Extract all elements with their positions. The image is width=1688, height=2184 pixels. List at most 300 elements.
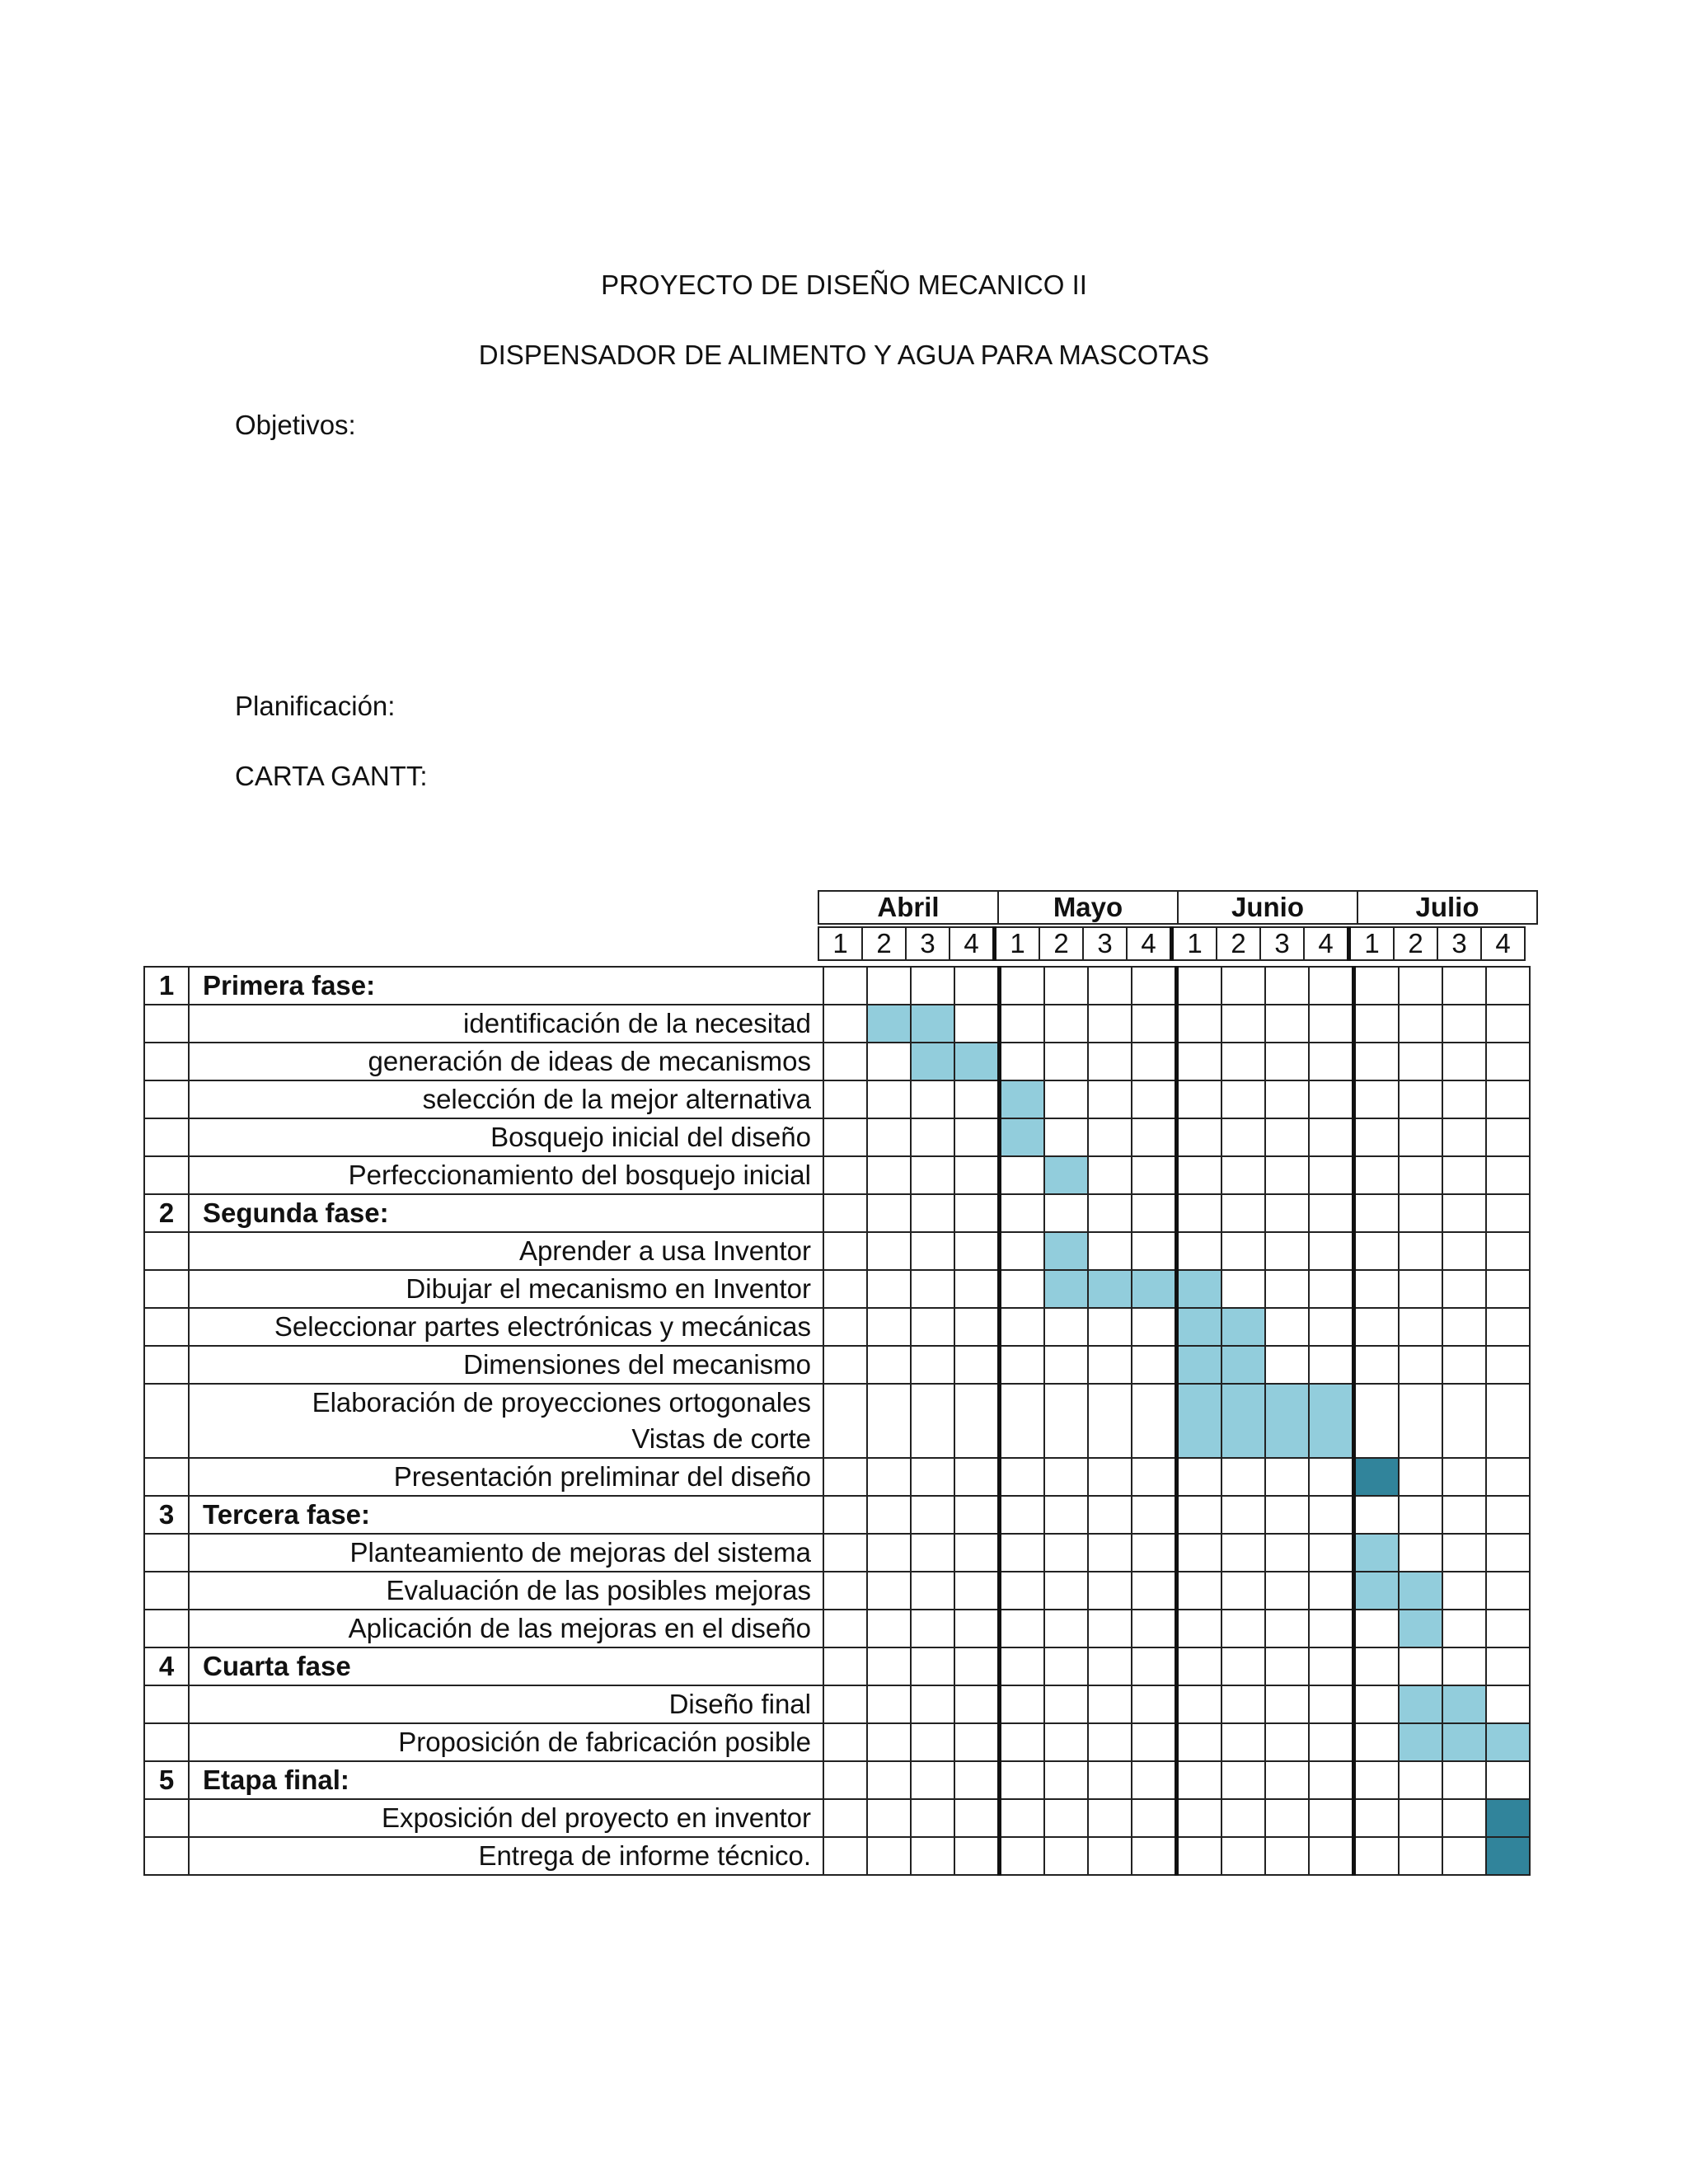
gantt-cell: [1221, 1837, 1265, 1875]
task-label: Seleccionar partes electrónicas y mecánicas: [189, 1308, 823, 1346]
phase-number: [144, 1080, 189, 1118]
gantt-cell: [1177, 1080, 1222, 1118]
gantt-cell: [1399, 1384, 1442, 1458]
gantt-cell: [1000, 1156, 1045, 1194]
gantt-cell: [911, 1572, 954, 1610]
gantt-cell: [1399, 1534, 1442, 1572]
month-header-junio: Junio: [1178, 891, 1357, 924]
gantt-cell: [1442, 1647, 1486, 1685]
gantt-cell: [1399, 1232, 1442, 1270]
gantt-cell: [1442, 1308, 1486, 1346]
gantt-cell: [1442, 1837, 1486, 1875]
phase-label: Segunda fase:: [189, 1194, 823, 1232]
gantt-cell: [1354, 1346, 1400, 1384]
gantt-cell: [1265, 1308, 1309, 1346]
gantt-cell: [867, 1270, 911, 1308]
gantt-bar: [1044, 1270, 1088, 1308]
phase-number: [144, 1799, 189, 1837]
gantt-cell: [867, 1837, 911, 1875]
gantt-cell: [1265, 1194, 1309, 1232]
gantt-cell: [1044, 1346, 1088, 1384]
gantt-cell: [823, 1685, 867, 1723]
week-header: 1: [818, 927, 862, 960]
gantt-cell: [1442, 1194, 1486, 1232]
gantt-cell: [1399, 1837, 1442, 1875]
gantt-cell: [911, 967, 954, 1005]
gantt-cell: [1486, 1346, 1530, 1384]
gantt-cell: [1399, 1496, 1442, 1534]
week-header: 1: [995, 927, 1040, 960]
gantt-cell: [954, 1458, 1000, 1496]
gantt-cell: [1442, 1458, 1486, 1496]
gantt-cell: [1044, 1458, 1088, 1496]
gantt-cell: [1000, 1837, 1045, 1875]
gantt-cell: [823, 1610, 867, 1647]
gantt-cell: [1486, 1156, 1530, 1194]
gantt-cell: [1221, 967, 1265, 1005]
gantt-cell: [1486, 1270, 1530, 1308]
phase-number: 5: [144, 1761, 189, 1799]
gantt-cell: [911, 1156, 954, 1194]
gantt-cell: [1088, 1572, 1132, 1610]
gantt-cell: [1177, 1685, 1222, 1723]
task-label: Proposición de fabricación posible: [189, 1723, 823, 1761]
gantt-bar: [1177, 1308, 1222, 1346]
task-row: [144, 1080, 1530, 1118]
gantt-cell: [1399, 1346, 1442, 1384]
task-label: Planteamiento de mejoras del sistema: [189, 1534, 823, 1572]
gantt-cell: [823, 1308, 867, 1346]
gantt-cell: [1442, 1232, 1486, 1270]
gantt-cell: [1486, 1458, 1530, 1496]
gantt-cell: [1265, 1232, 1309, 1270]
gantt-cell: [954, 1685, 1000, 1723]
gantt-cell: [1044, 1194, 1088, 1232]
gantt-cell: [1177, 967, 1222, 1005]
gantt-cell: [1044, 1647, 1088, 1685]
gantt-bar: [1177, 1346, 1222, 1384]
gantt-bar: [911, 1043, 954, 1080]
gantt-cell: [1000, 1194, 1045, 1232]
week-header: 3: [906, 927, 950, 960]
gantt-cell: [1044, 1723, 1088, 1761]
gantt-cell: [1354, 1496, 1400, 1534]
gantt-cell: [1221, 1156, 1265, 1194]
gantt-cell: [1044, 1118, 1088, 1156]
phase-number: [144, 1232, 189, 1270]
gantt-cell: [1177, 1005, 1222, 1043]
gantt-cell: [823, 1270, 867, 1308]
gantt-bar: [1044, 1156, 1088, 1194]
gantt-cell: [867, 1761, 911, 1799]
gantt-cell: [1088, 1194, 1132, 1232]
phase-label: Etapa final:: [189, 1761, 823, 1799]
gantt-cell: [1354, 1799, 1400, 1837]
gantt-cell: [911, 1610, 954, 1647]
gantt-cell: [1044, 967, 1088, 1005]
week-header: 4: [950, 927, 995, 960]
gantt-bar: [1309, 1384, 1354, 1458]
gantt-cell: [1265, 1761, 1309, 1799]
phase-row: [144, 1496, 1530, 1534]
gantt-cell: [1265, 967, 1309, 1005]
gantt-cell: [1132, 1837, 1177, 1875]
task-row: [144, 1572, 1530, 1610]
gantt-cell: [1088, 1610, 1132, 1647]
gantt-cell: [1486, 967, 1530, 1005]
gantt-cell: [1000, 1270, 1045, 1308]
gantt-bar: [1177, 1384, 1222, 1458]
gantt-cell: [1132, 1723, 1177, 1761]
gantt-cell: [1044, 1005, 1088, 1043]
phase-number: [144, 1043, 189, 1080]
gantt-cell: [1442, 1534, 1486, 1572]
gantt-cell: [1088, 1496, 1132, 1534]
gantt-cell: [1265, 1458, 1309, 1496]
gantt-table: [143, 966, 1531, 1876]
gantt-cell: [954, 1572, 1000, 1610]
task-row: [144, 1270, 1530, 1308]
phase-number: [144, 1346, 189, 1384]
task-row: [144, 1346, 1530, 1384]
gantt-cell: [1177, 1647, 1222, 1685]
gantt-cell: [911, 1232, 954, 1270]
gantt-cell: [1354, 1384, 1400, 1458]
gantt-bar: [1221, 1308, 1265, 1346]
gantt-cell: [954, 1496, 1000, 1534]
phase-label: Primera fase:: [189, 967, 823, 1005]
gantt-cell: [1265, 1723, 1309, 1761]
task-label-line: Elaboración de proyecciones ortogonales: [312, 1387, 811, 1418]
task-label: Entrega de informe técnico.: [189, 1837, 823, 1875]
gantt-cell: [1221, 1043, 1265, 1080]
phase-number: [144, 1610, 189, 1647]
gantt-cell: [1399, 1458, 1442, 1496]
gantt-cell: [911, 1346, 954, 1384]
gantt-cell: [867, 1156, 911, 1194]
gantt-cell: [1221, 1799, 1265, 1837]
gantt-cell: [954, 1194, 1000, 1232]
gantt-cell: [1177, 1156, 1222, 1194]
gantt-cell: [1442, 1270, 1486, 1308]
gantt-cell: [1088, 967, 1132, 1005]
gantt-cell: [911, 1384, 954, 1458]
task-label: Dimensiones del mecanismo: [189, 1346, 823, 1384]
gantt-cell: [823, 1458, 867, 1496]
phase-number: [144, 1837, 189, 1875]
task-label: Diseño final: [189, 1685, 823, 1723]
gantt-cell: [823, 1346, 867, 1384]
gantt-cell: [1354, 967, 1400, 1005]
gantt-cell: [1088, 1837, 1132, 1875]
gantt-cell: [911, 1194, 954, 1232]
gantt-cell: [1309, 1837, 1354, 1875]
document-subtitle: DISPENSADOR DE ALIMENTO Y AGUA PARA MASCOTAS: [478, 340, 1210, 370]
gantt-cell: [823, 1080, 867, 1118]
gantt-cell: [1442, 1346, 1486, 1384]
gantt-cell: [1486, 1496, 1530, 1534]
gantt-cell: [1044, 1761, 1088, 1799]
gantt-cell: [1088, 1799, 1132, 1837]
phase-row: [144, 1647, 1530, 1685]
gantt-bar: [1399, 1685, 1442, 1723]
gantt-cell: [911, 1270, 954, 1308]
gantt-cell: [1442, 1080, 1486, 1118]
gantt-cell: [1442, 1799, 1486, 1837]
phase-number: 4: [144, 1647, 189, 1685]
gantt-cell: [1399, 1043, 1442, 1080]
gantt-cell: [1221, 1572, 1265, 1610]
gantt-cell: [867, 1610, 911, 1647]
gantt-cell: [1354, 1043, 1400, 1080]
gantt-cell: [1000, 1458, 1045, 1496]
gantt-cell: [911, 1685, 954, 1723]
gantt-cell: [1177, 1610, 1222, 1647]
gantt-bar: [1044, 1232, 1088, 1270]
gantt-cell: [954, 1346, 1000, 1384]
gantt-cell: [867, 1496, 911, 1534]
gantt-cell: [1132, 967, 1177, 1005]
gantt-cell: [1088, 1384, 1132, 1458]
gantt-cell: [954, 1005, 1000, 1043]
gantt-cell: [1221, 1080, 1265, 1118]
phase-number: [144, 1308, 189, 1346]
gantt-cell: [954, 1118, 1000, 1156]
gantt-cell: [1354, 1308, 1400, 1346]
gantt-cell: [1221, 1534, 1265, 1572]
gantt-cell: [1132, 1384, 1177, 1458]
gantt-cell: [1177, 1118, 1222, 1156]
gantt-cell: [1399, 1270, 1442, 1308]
gantt-cell: [1309, 1610, 1354, 1647]
task-row: [144, 1799, 1530, 1837]
gantt-bar: [1088, 1270, 1132, 1308]
gantt-cell: [1132, 1080, 1177, 1118]
gantt-cell: [1221, 1685, 1265, 1723]
gantt-cell: [1265, 1346, 1309, 1384]
gantt-cell: [1399, 1308, 1442, 1346]
gantt-cell: [1442, 1043, 1486, 1080]
gantt-cell: [1088, 1080, 1132, 1118]
gantt-cell: [1044, 1534, 1088, 1572]
gantt-bar: [1221, 1346, 1265, 1384]
phase-number: 2: [144, 1194, 189, 1232]
gantt-cell: [867, 1384, 911, 1458]
gantt-cell: [1442, 1572, 1486, 1610]
gantt-cell: [1486, 1685, 1530, 1723]
gantt-bar-milestone: [1486, 1799, 1530, 1837]
task-row: [144, 1043, 1530, 1080]
gantt-cell: [1399, 1761, 1442, 1799]
gantt-cell: [867, 1080, 911, 1118]
gantt-cell: [1442, 1156, 1486, 1194]
gantt-cell: [1354, 1194, 1400, 1232]
gantt-cell: [1221, 1232, 1265, 1270]
gantt-cell: [1265, 1799, 1309, 1837]
task-row: [144, 1837, 1530, 1875]
task-row: [144, 1384, 1530, 1458]
gantt-cell: [1265, 1572, 1309, 1610]
gantt-cell: [823, 1723, 867, 1761]
week-header: 2: [1394, 927, 1437, 960]
gantt-cell: [1132, 1534, 1177, 1572]
phase-number: [144, 1572, 189, 1610]
gantt-cell: [823, 1156, 867, 1194]
gantt-cell: [1354, 1647, 1400, 1685]
task-row: [144, 1156, 1530, 1194]
gantt-cell: [1000, 1723, 1045, 1761]
phase-number: [144, 1270, 189, 1308]
month-header-mayo: Mayo: [998, 891, 1178, 924]
task-row: [144, 1308, 1530, 1346]
gantt-cell: [1177, 1043, 1222, 1080]
phase-row: [144, 967, 1530, 1005]
gantt-cell: [1177, 1572, 1222, 1610]
gantt-cell: [823, 1043, 867, 1080]
gantt-cell: [1399, 1799, 1442, 1837]
gantt-cell: [1000, 1572, 1045, 1610]
month-header-abril: Abril: [818, 891, 998, 924]
gantt-cell: [867, 1685, 911, 1723]
gantt-cell: [911, 1118, 954, 1156]
task-row: [144, 1723, 1530, 1761]
gantt-cell: [1221, 1647, 1265, 1685]
gantt-cell: [1177, 1799, 1222, 1837]
gantt-cell: [867, 1232, 911, 1270]
gantt-cell: [1000, 1761, 1045, 1799]
gantt-bar: [1442, 1685, 1486, 1723]
gantt-cell: [954, 1232, 1000, 1270]
gantt-cell: [1132, 1496, 1177, 1534]
gantt-cell: [954, 1384, 1000, 1458]
gantt-bar: [1354, 1534, 1400, 1572]
gantt-cell: [954, 1761, 1000, 1799]
gantt-cell: [1177, 1458, 1222, 1496]
gantt-cell: [1088, 1005, 1132, 1043]
gantt-cell: [1044, 1799, 1088, 1837]
gantt-cell: [1442, 1384, 1486, 1458]
week-header: 4: [1304, 927, 1349, 960]
gantt-month-header: [818, 890, 1538, 925]
gantt-cell: [867, 1799, 911, 1837]
week-header: 2: [862, 927, 906, 960]
gantt-cell: [1442, 1761, 1486, 1799]
gantt-cell: [911, 1496, 954, 1534]
gantt-cell: [954, 1270, 1000, 1308]
gantt-bar: [1221, 1384, 1265, 1458]
gantt-cell: [1044, 1685, 1088, 1723]
gantt-cell: [911, 1723, 954, 1761]
gantt-cell: [1132, 1156, 1177, 1194]
gantt-cell: [1399, 1194, 1442, 1232]
gantt-cell: [954, 1799, 1000, 1837]
gantt-cell: [1309, 1761, 1354, 1799]
gantt-cell: [1088, 1761, 1132, 1799]
gantt-cell: [1132, 1610, 1177, 1647]
week-header: 4: [1127, 927, 1172, 960]
gantt-cell: [1088, 1723, 1132, 1761]
gantt-cell: [1354, 1685, 1400, 1723]
task-label: selección de la mejor alternativa: [189, 1080, 823, 1118]
gantt-bar: [1399, 1723, 1442, 1761]
gantt-cell: [1000, 1685, 1045, 1723]
gantt-cell: [1000, 1384, 1045, 1458]
gantt-cell: [823, 1118, 867, 1156]
gantt-cell: [1309, 1496, 1354, 1534]
gantt-cell: [1265, 1270, 1309, 1308]
gantt-cell: [1265, 1534, 1309, 1572]
gantt-cell: [1221, 1723, 1265, 1761]
gantt-cell: [1044, 1610, 1088, 1647]
gantt-cell: [867, 1534, 911, 1572]
gantt-cell: [1265, 1005, 1309, 1043]
task-row: [144, 1005, 1530, 1043]
gantt-cell: [1486, 1080, 1530, 1118]
phase-number: [144, 1005, 189, 1043]
gantt-cell: [823, 1761, 867, 1799]
gantt-cell: [1177, 1761, 1222, 1799]
gantt-cell: [1309, 1270, 1354, 1308]
gantt-cell: [1132, 1761, 1177, 1799]
gantt-cell: [1354, 1118, 1400, 1156]
month-header-julio: Julio: [1357, 891, 1537, 924]
gantt-cell: [1399, 1005, 1442, 1043]
week-header: 1: [1172, 927, 1217, 960]
gantt-cell: [1221, 1005, 1265, 1043]
phase-number: [144, 1685, 189, 1723]
gantt-cell: [1265, 1080, 1309, 1118]
gantt-cell: [823, 1647, 867, 1685]
gantt-cell: [1044, 1496, 1088, 1534]
gantt-cell: [1177, 1837, 1222, 1875]
task-label: Dibujar el mecanismo en Inventor: [189, 1270, 823, 1308]
gantt-cell: [911, 1458, 954, 1496]
gantt-bar: [1265, 1384, 1309, 1458]
task-row: [144, 1610, 1530, 1647]
task-label: Presentación preliminar del diseño: [189, 1458, 823, 1496]
gantt-cell: [1000, 1232, 1045, 1270]
gantt-cell: [1000, 1799, 1045, 1837]
gantt-cell: [1088, 1458, 1132, 1496]
gantt-cell: [954, 1723, 1000, 1761]
phase-number: [144, 1118, 189, 1156]
gantt-cell: [1088, 1308, 1132, 1346]
gantt-cell: [1177, 1534, 1222, 1572]
gantt-cell: [911, 1080, 954, 1118]
gantt-cell: [1088, 1685, 1132, 1723]
gantt-cell: [1486, 1384, 1530, 1458]
task-row: [144, 1685, 1530, 1723]
gantt-cell: [1309, 1043, 1354, 1080]
gantt-cell: [954, 1308, 1000, 1346]
gantt-cell: [867, 1647, 911, 1685]
gantt-cell: [1265, 1043, 1309, 1080]
gantt-cell: [1309, 1572, 1354, 1610]
gantt-cell: [1088, 1043, 1132, 1080]
phase-number: [144, 1156, 189, 1194]
gantt-cell: [1309, 1534, 1354, 1572]
task-label: Evaluación de las posibles mejoras: [189, 1572, 823, 1610]
gantt-cell: [1132, 1647, 1177, 1685]
gantt-cell: [1132, 1005, 1177, 1043]
gantt-cell: [1442, 967, 1486, 1005]
gantt-cell: [1000, 1647, 1045, 1685]
phase-row: [144, 1761, 1530, 1799]
gantt-week-header: [818, 926, 1526, 961]
gantt-cell: [823, 1005, 867, 1043]
gantt-cell: [823, 967, 867, 1005]
task-label: generación de ideas de mecanismos: [189, 1043, 823, 1080]
